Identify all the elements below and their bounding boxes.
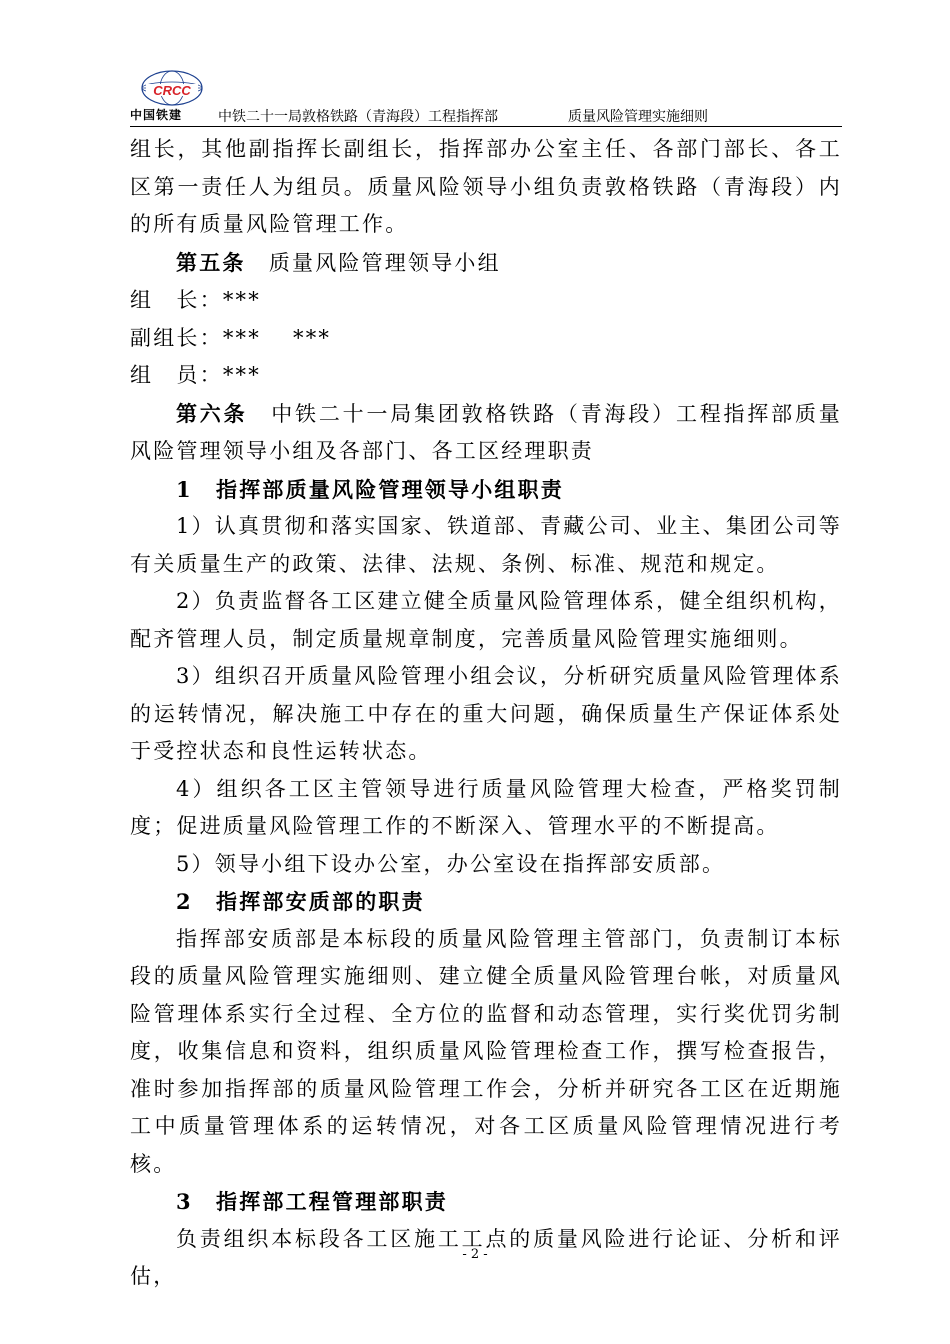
section-3-title: 3 指挥部工程管理部职责 bbox=[176, 1189, 449, 1214]
header-organization: 中铁二十一局敦格铁路（青海段）工程指挥部 bbox=[218, 109, 498, 125]
leader-value: *** bbox=[222, 288, 261, 312]
article-5-label: 第五条 bbox=[176, 249, 246, 275]
page-header bbox=[130, 62, 842, 128]
article-5-heading bbox=[130, 244, 842, 283]
logo-mark: CRCC bbox=[153, 83, 191, 98]
document-body bbox=[130, 131, 842, 1296]
article-6-title: 中铁二十一局集团敦格铁路（青海段）工程指挥部质量风险管理领导小组及各部门、各工区经理职责 bbox=[130, 401, 842, 463]
leader-label: 组 长： bbox=[130, 288, 223, 312]
section-1-item-5: 5）领导小组下设办公室，办公室设在指挥部安质部。 bbox=[176, 851, 726, 876]
article-6-label: 第六条 bbox=[176, 400, 248, 426]
article-5-title: 质量风险管理领导小组 bbox=[268, 250, 501, 275]
header-document-title: 质量风险管理实施细则 bbox=[568, 109, 708, 125]
member-value: *** bbox=[222, 363, 261, 387]
deputy-line bbox=[130, 320, 842, 358]
section-1-title: 1 指挥部质量风险管理领导小组职责 bbox=[176, 476, 565, 502]
logo-text: 中国铁建 bbox=[130, 108, 183, 122]
section-1-item-4: 4）组织各工区主管领导进行质量风险管理大检查，严格奖罚制度；促进质量风险管理工作的不断深入、管理水平的不断提高。 bbox=[130, 776, 842, 838]
member-line bbox=[130, 357, 842, 395]
deputy-label: 副组长： bbox=[130, 325, 223, 350]
section-1-item-3: 3）组织召开质量风险管理小组会议，分析研究质量风险管理体系的运转情况，解决施工中存在的重大问题，确保质量生产保证体系处于受控状态和良性运转状态。 bbox=[130, 664, 842, 763]
section-2-title: 2 指挥部安质部的职责 bbox=[176, 889, 425, 914]
page-number: - 2 - bbox=[462, 1247, 488, 1262]
article-6-heading bbox=[130, 395, 842, 471]
section-1-item-1: 1）认真贯彻和落实国家、铁道部、青藏公司、业主、集团公司等有关质量生产的政策、法律、法规、条例、标准、规范和规定。 bbox=[130, 514, 842, 576]
section-3-text: 负责组织本标段各工区施工工点的质量风险进行论证、分析和评估， bbox=[130, 1226, 842, 1288]
section-1-item-2: 2）负责监督各工区建立健全质量风险管理体系，健全组织机构，配齐管理人员，制定质量规章制度，完善质量风险管理实施细则。 bbox=[130, 589, 842, 651]
leader-line bbox=[130, 282, 842, 320]
deputy-value: *** *** bbox=[222, 325, 332, 350]
section-2-text: 指挥部安质部是本标段的质量风险管理主管部门，负责制订本标段的质量风险管理实施细则、建立健全质量风险管理台帐，对质量风险管理体系实行全过程、全方位的监督和动态管理，实行奖优罚劣制度，收集信息和资料，组织质量风险管理检查工作，撰写检查报告，准时参加指挥部的质量风险管理工作会，分析并研究各工区在近期施工中质量管理体系的运转情况，对各工区质量风险管理情况进行考核。 bbox=[130, 926, 842, 1176]
paragraph-intro: 组长，其他副指挥长副组长，指挥部办公室主任、各部门部长、各工区第一责任人为组员。质量风险领导小组负责敦格铁路（青海段）内的所有质量风险管理工作。 bbox=[130, 137, 842, 236]
member-label: 组 员： bbox=[130, 363, 223, 387]
header-divider bbox=[130, 126, 842, 127]
